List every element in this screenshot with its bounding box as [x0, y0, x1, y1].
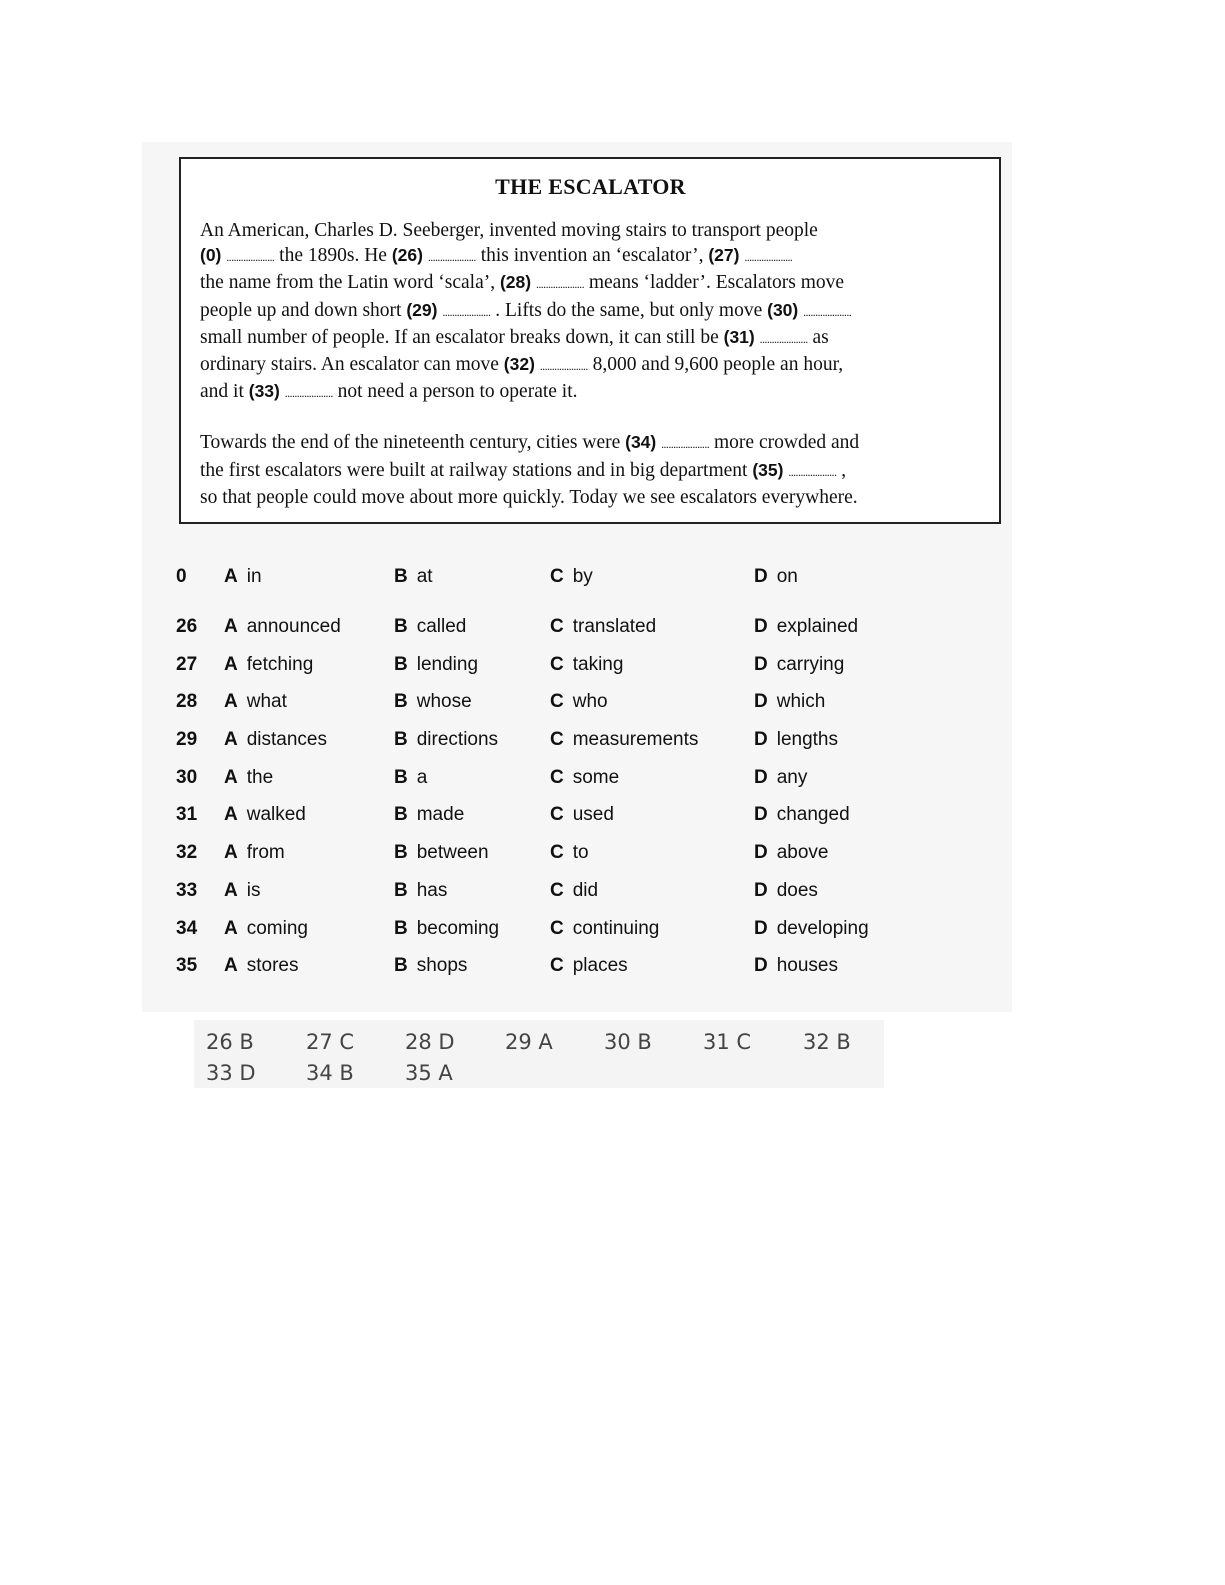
option-letter: C — [550, 653, 564, 675]
option-text: used — [572, 804, 614, 826]
answer-item: 26 B — [206, 1030, 254, 1054]
answer-row — [206, 1030, 886, 1061]
option-text: walked — [246, 804, 306, 826]
option-letter: A — [224, 691, 238, 713]
option-text: continuing — [572, 917, 660, 939]
option-a — [224, 616, 341, 638]
option-d — [754, 842, 829, 864]
option-letter: C — [550, 842, 564, 864]
option-d — [754, 729, 838, 751]
question-number: 34 — [176, 917, 198, 939]
option-letter: B — [394, 804, 408, 826]
option-b — [394, 918, 499, 940]
option-text: in — [246, 566, 262, 587]
option-c — [550, 880, 598, 902]
option-d — [754, 767, 807, 789]
option-letter: C — [550, 566, 564, 587]
passage-text: the 1890s. He — [274, 245, 392, 267]
option-text: directions — [416, 729, 499, 751]
option-a — [224, 767, 273, 789]
option-letter: A — [224, 879, 238, 901]
option-text: between — [416, 842, 489, 864]
passage-text: small number of people. If an escalator breaks down, it can still be — [200, 326, 724, 348]
option-text: developing — [776, 917, 869, 939]
passage-line — [200, 354, 843, 375]
passage-line — [200, 272, 844, 293]
option-a — [224, 955, 298, 977]
option-text: becoming — [416, 917, 500, 939]
passage-line — [200, 460, 846, 481]
option-letter: D — [754, 955, 768, 977]
option-letter: D — [754, 842, 768, 864]
option-letter: C — [550, 804, 564, 826]
gap-dots: .................... — [759, 331, 808, 346]
option-c — [550, 729, 698, 751]
option-d — [754, 804, 850, 826]
question-row — [176, 918, 896, 956]
option-b — [394, 654, 478, 676]
passage-text: the first escalators were built at railway stations and in big department — [200, 459, 753, 481]
passage-box — [179, 157, 1001, 524]
answer-item: 30 B — [604, 1030, 652, 1054]
option-c — [550, 767, 619, 789]
gap-dots: .................... — [226, 250, 275, 265]
option-letter: B — [394, 566, 408, 587]
option-c — [550, 691, 608, 713]
option-text: places — [572, 955, 628, 977]
option-letter: C — [550, 917, 564, 939]
question-row — [176, 842, 896, 880]
answer-item: 31 C — [703, 1030, 752, 1054]
passage-line: An American, Charles D. Seeberger, invented moving stairs to transport people — [200, 220, 818, 241]
option-text: which — [776, 691, 826, 713]
option-text: made — [416, 804, 465, 826]
gap-number: (30) — [767, 299, 799, 320]
passage-text: , — [836, 459, 847, 481]
option-letter: C — [550, 729, 564, 751]
option-b — [394, 729, 498, 751]
answer-item: 35 A — [405, 1061, 453, 1085]
option-text: measurements — [572, 729, 699, 751]
answer-item: 32 B — [803, 1030, 851, 1054]
option-letter: D — [754, 879, 768, 901]
option-text: taking — [572, 653, 624, 675]
question-row — [176, 955, 896, 993]
gap-number: (28) — [499, 272, 532, 293]
option-letter: C — [550, 616, 564, 637]
option-text: by — [572, 566, 593, 587]
option-b — [394, 880, 447, 902]
option-letter: D — [754, 804, 768, 826]
option-d — [754, 955, 838, 977]
gap-number: (34) — [625, 432, 657, 453]
passage-text: . Lifts do the same, but only move — [490, 299, 768, 321]
option-letter: D — [754, 766, 768, 788]
option-text: coming — [246, 917, 308, 939]
passage-text: ordinary stairs. An escalator can move — [200, 354, 504, 376]
option-text: the — [246, 766, 274, 788]
option-letter: C — [550, 879, 564, 901]
passage-text: the name from the Latin word ‘scala’, — [200, 272, 500, 294]
question-row — [176, 691, 896, 729]
option-letter: B — [394, 955, 408, 977]
option-letter: D — [754, 566, 768, 587]
option-text: lengths — [776, 729, 839, 751]
option-b — [394, 566, 433, 588]
option-text: some — [572, 766, 620, 788]
option-d — [754, 566, 798, 588]
passage-text: people up and down short — [200, 299, 407, 321]
answer-item: 29 A — [505, 1030, 553, 1054]
option-text: to — [572, 842, 589, 864]
option-letter: A — [224, 955, 238, 977]
gap-dots: .................... — [442, 304, 491, 319]
option-letter: B — [394, 766, 408, 788]
question-number: 0 — [176, 566, 187, 587]
passage-text: Towards the end of the nineteenth century, cities were — [200, 432, 626, 454]
option-letter: A — [224, 766, 238, 788]
gap-dots: .................... — [427, 250, 476, 265]
gap-number: (26) — [391, 245, 423, 266]
answer-item: 28 D — [405, 1030, 455, 1054]
option-letter: D — [754, 691, 768, 713]
passage-paragraph-1 — [200, 218, 981, 406]
option-text: has — [416, 879, 448, 901]
option-text: above — [776, 842, 829, 864]
option-letter: B — [394, 879, 408, 901]
option-a — [224, 729, 327, 751]
option-letter: A — [224, 616, 238, 637]
option-c — [550, 654, 623, 676]
answer-item: 33 D — [206, 1061, 256, 1085]
gap-dots: .................... — [661, 437, 710, 452]
passage-line — [200, 432, 859, 453]
option-text: any — [776, 766, 808, 788]
question-number: 28 — [176, 691, 198, 713]
option-letter: D — [754, 653, 768, 675]
option-d — [754, 654, 844, 676]
option-text: translated — [572, 616, 657, 637]
passage-line — [200, 381, 578, 402]
option-b — [394, 955, 467, 977]
option-text: what — [246, 691, 287, 713]
option-d — [754, 616, 858, 638]
option-letter: B — [394, 729, 408, 751]
question-row — [176, 804, 896, 842]
option-text: shops — [416, 955, 468, 977]
question-row — [176, 729, 896, 767]
option-text: whose — [416, 691, 472, 713]
option-a — [224, 880, 260, 902]
answer-item: 27 C — [306, 1030, 355, 1054]
option-text: fetching — [246, 653, 314, 675]
option-text: houses — [776, 955, 839, 977]
option-c — [550, 566, 593, 588]
option-letter: A — [224, 804, 238, 826]
option-b — [394, 616, 466, 638]
option-c — [550, 955, 628, 977]
option-text: is — [246, 879, 261, 901]
option-text: stores — [246, 955, 299, 977]
option-text: did — [572, 879, 599, 901]
option-text: changed — [776, 804, 850, 826]
option-text: carrying — [776, 653, 845, 675]
option-letter: B — [394, 616, 408, 637]
option-a — [224, 842, 285, 864]
option-text: announced — [246, 616, 341, 637]
option-d — [754, 691, 825, 713]
option-a — [224, 654, 313, 676]
option-a — [224, 691, 287, 713]
option-letter: B — [394, 653, 408, 675]
option-letter: C — [550, 691, 564, 713]
option-letter: A — [224, 653, 238, 675]
answer-key — [206, 1030, 886, 1092]
option-letter: D — [754, 616, 768, 637]
gap-dots: .................... — [535, 277, 584, 292]
question-number: 30 — [176, 766, 198, 788]
option-text: distances — [246, 729, 328, 751]
question-number: 29 — [176, 729, 198, 751]
option-text: a — [416, 766, 428, 788]
passage-title: THE ESCALATOR — [495, 174, 686, 199]
passage-text: means ‘ladder’. Escalators move — [583, 272, 845, 294]
passage-line — [200, 245, 792, 266]
option-c — [550, 842, 589, 864]
passage-line — [200, 300, 851, 321]
gap-dots: .................... — [284, 386, 333, 401]
gap-number: (32) — [503, 354, 535, 375]
option-b — [394, 842, 489, 864]
question-row — [176, 654, 896, 692]
option-text: does — [776, 879, 818, 901]
passage-text: 8,000 and 9,600 people an hour, — [587, 354, 844, 376]
option-c — [550, 616, 656, 638]
option-a — [224, 918, 308, 940]
gap-number: (0) — [200, 245, 222, 266]
option-text: explained — [776, 616, 859, 637]
question-row — [176, 566, 896, 616]
passage-line — [200, 327, 829, 348]
passage-text: not need a person to operate it. — [332, 381, 578, 403]
passage-text: more crowded and — [709, 432, 860, 454]
option-text: from — [246, 842, 285, 864]
gap-dots: .................... — [539, 359, 588, 374]
option-text: lending — [416, 653, 479, 675]
option-letter: A — [224, 917, 238, 939]
option-letter: C — [550, 955, 564, 977]
option-letter: B — [394, 691, 408, 713]
option-text: at — [416, 566, 433, 587]
question-row — [176, 880, 896, 918]
passage-text: and it — [200, 381, 249, 403]
options-list — [176, 566, 896, 993]
gap-number: (35) — [752, 459, 784, 480]
option-text: who — [572, 691, 608, 713]
option-letter: C — [550, 766, 564, 788]
gap-dots: .................... — [788, 464, 837, 479]
option-b — [394, 767, 427, 789]
option-letter: D — [754, 917, 768, 939]
passage-text: this invention an ‘escalator’, — [475, 245, 709, 267]
question-number: 26 — [176, 616, 198, 637]
question-number: 27 — [176, 653, 198, 675]
gap-number: (27) — [708, 245, 740, 266]
option-d — [754, 880, 818, 902]
option-letter: A — [224, 729, 238, 751]
answer-row — [206, 1061, 886, 1092]
option-b — [394, 804, 464, 826]
question-number: 32 — [176, 842, 198, 864]
gap-dots: .................... — [803, 304, 852, 319]
option-letter: A — [224, 842, 238, 864]
gap-number: (31) — [723, 326, 755, 347]
gap-number: (29) — [406, 299, 438, 320]
option-d — [754, 918, 869, 940]
gap-dots: .................... — [744, 250, 793, 265]
answer-item: 34 B — [306, 1061, 354, 1085]
option-letter: B — [394, 917, 408, 939]
question-number: 33 — [176, 879, 198, 901]
option-letter: D — [754, 729, 768, 751]
option-c — [550, 804, 614, 826]
passage-paragraph-2 — [200, 430, 981, 510]
passage-text: as — [807, 326, 829, 348]
option-a — [224, 566, 262, 588]
option-text: called — [416, 616, 467, 637]
question-row — [176, 616, 896, 654]
option-b — [394, 691, 472, 713]
option-text: on — [776, 566, 798, 587]
gap-number: (33) — [248, 381, 280, 402]
option-a — [224, 804, 306, 826]
question-number: 35 — [176, 955, 198, 977]
option-c — [550, 918, 659, 940]
question-row — [176, 767, 896, 805]
passage-line: so that people could move about more quickly. Today we see escalators everywhere. — [200, 486, 858, 508]
question-number: 31 — [176, 804, 198, 826]
option-letter: A — [224, 566, 238, 587]
option-letter: B — [394, 842, 408, 864]
